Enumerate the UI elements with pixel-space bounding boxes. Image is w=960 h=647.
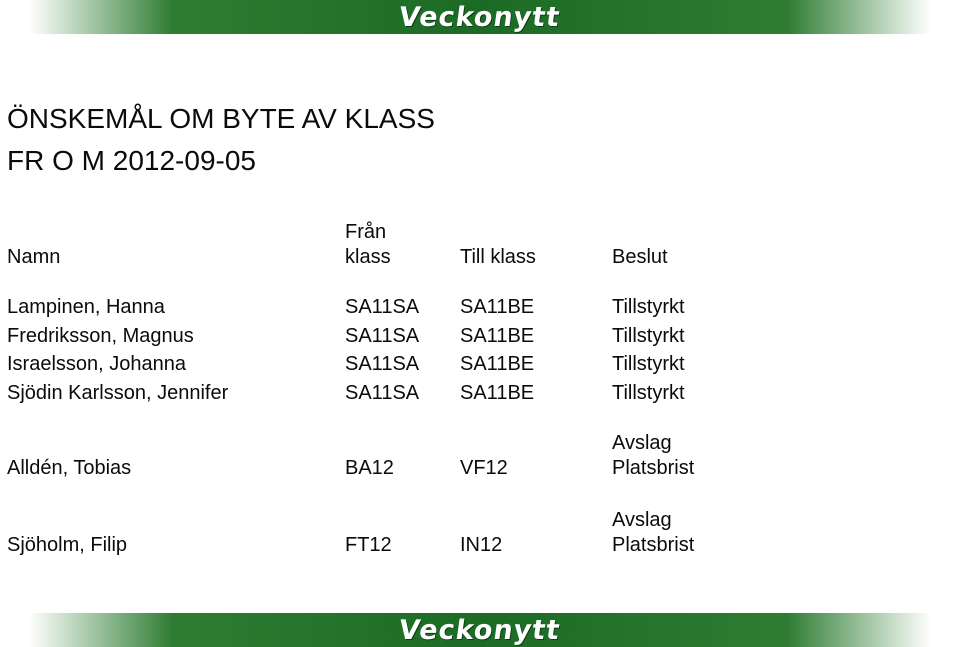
- page-title: ÖNSKEMÅL OM BYTE AV KLASS: [7, 103, 435, 134]
- row-from-class: FT12: [345, 534, 392, 556]
- row-name: Sjödin Karlsson, Jennifer: [7, 382, 229, 404]
- bottom-banner: [0, 613, 960, 647]
- header-name: Namn: [7, 246, 61, 268]
- row-from-class: SA11SA: [345, 325, 420, 347]
- row-from-class: SA11SA: [345, 382, 420, 404]
- row-decision-line2: Platsbrist: [612, 457, 695, 479]
- row-decision-line2: Platsbrist: [612, 534, 695, 556]
- row-from-class: SA11SA: [345, 296, 420, 318]
- row-name: Fredriksson, Magnus: [7, 325, 194, 347]
- row-to-class: SA11BE: [460, 325, 535, 347]
- header-decision: Beslut: [612, 246, 668, 268]
- header-from-line1: Från: [345, 221, 387, 243]
- row-name: Israelsson, Johanna: [7, 353, 187, 375]
- row-to-class: IN12: [460, 534, 503, 556]
- row-to-class: SA11BE: [460, 296, 535, 318]
- row-decision-line1: Avslag: [612, 509, 672, 531]
- veckonytt-logo: Veckonytt: [397, 614, 563, 646]
- veckonytt-logo: Veckonytt: [397, 1, 563, 33]
- row-decision: Tillstyrkt: [612, 353, 685, 375]
- row-decision: Tillstyrkt: [612, 382, 685, 404]
- row-name: Alldén, Tobias: [7, 457, 132, 479]
- row-decision: Tillstyrkt: [612, 296, 685, 318]
- top-banner: [0, 0, 960, 34]
- row-to-class: VF12: [460, 457, 508, 479]
- page-subtitle: FR O M 2012-09-05: [7, 145, 256, 176]
- row-to-class: SA11BE: [460, 353, 535, 375]
- row-name: Lampinen, Hanna: [7, 296, 165, 318]
- row-from-class: BA12: [345, 457, 394, 479]
- row-decision-line1: Avslag: [612, 432, 672, 454]
- header-to: Till klass: [460, 246, 536, 268]
- row-to-class: SA11BE: [460, 382, 535, 404]
- row-from-class: SA11SA: [345, 353, 420, 375]
- row-decision: Tillstyrkt: [612, 325, 685, 347]
- header-from-line2: klass: [345, 246, 391, 268]
- row-name: Sjöholm, Filip: [7, 534, 128, 556]
